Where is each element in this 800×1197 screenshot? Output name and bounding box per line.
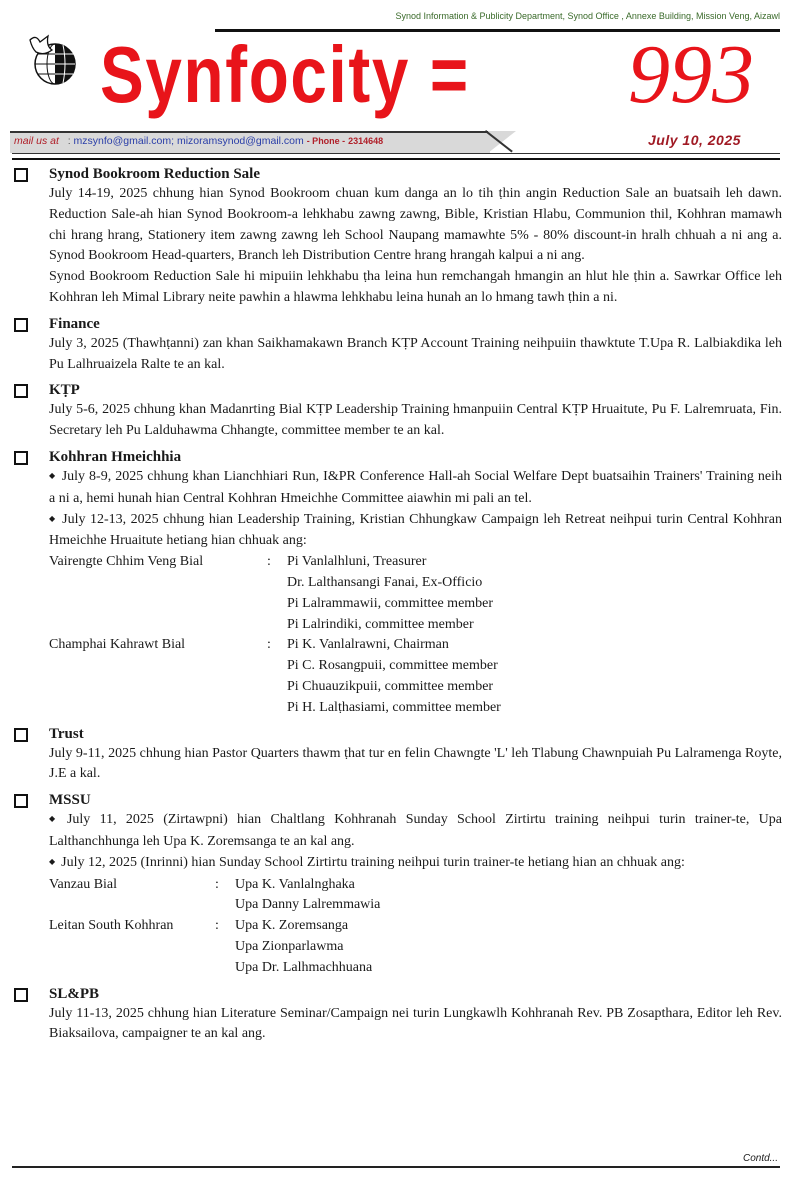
square-bullet-icon — [14, 168, 28, 182]
square-bullet-icon — [14, 451, 28, 465]
member-group — [49, 916, 782, 978]
member-name: Pi Vanlalhluni, Treasurer — [287, 554, 427, 570]
news-content — [12, 164, 782, 1050]
group-members — [287, 635, 501, 718]
member-group — [49, 552, 782, 635]
section-paragraph: July 9-11, 2025 chhung hian Pastor Quarters thawm ṭhat tur en felin Chawngte 'L' leh Tlabung Chawnpuiah Pu Lalramenga Royte, J.E a kal. — [49, 745, 782, 782]
group-colon: : — [267, 637, 271, 653]
group-label: Champhai Kahrawt Bial — [49, 637, 186, 653]
section-kohhran-hmeichhia — [12, 447, 782, 719]
group-colon: : — [215, 876, 219, 892]
section-title: Synod Bookroom Reduction Sale — [49, 166, 261, 182]
section-sl-pb — [12, 984, 782, 1046]
phone-label: - Phone - — [306, 136, 346, 146]
bullet-paragraph: ◆ July 12, 2025 (Inrinni) hian Sunday School Zirtirtu training neihpui turin trainer-te hetiang hian an chhuak ang: — [49, 853, 782, 875]
member-name: Pi Lalrindiki, committee member — [287, 616, 474, 632]
department-line: Synod Information & Publicity Department, Synod Office , Annexe Building, Mission Veng, Aizawl — [395, 11, 780, 21]
member-name: Upa Zionparlawma — [235, 938, 344, 954]
square-bullet-icon — [14, 794, 28, 808]
member-name: Pi Lalrammawii, committee member — [287, 595, 494, 611]
mail-label: mail us at — [14, 135, 59, 147]
member-name: Upa K. Zoremsanga — [235, 918, 349, 934]
member-name: Pi H. Lalṭhasiami, committee member — [287, 699, 501, 715]
member-name: Pi C. Rosangpuii, committee member — [287, 658, 498, 674]
group-colon: : — [267, 554, 271, 570]
section-title: Finance — [49, 315, 100, 332]
group-members — [235, 875, 380, 917]
bullet-paragraph: ◆ July 11, 2025 (Zirtawpni) hian Chaltlang Kohhranah Sunday School Zirtirtu training neihpui turin trainer-te, Upa Lalthanchhunga leh Upa K. Zoremsanga te an kal ang. — [49, 810, 782, 853]
member-name: Pi K. Vanlalrawni, Chairman — [287, 637, 449, 653]
issue-number: 993 — [628, 28, 754, 121]
dove-globe-logo-icon — [22, 30, 82, 90]
group-members — [235, 916, 372, 978]
section-title: Kohhran Hmeichhia — [49, 448, 182, 465]
group-label: Vairengte Chhim Veng Bial — [49, 554, 204, 570]
section-ktp — [12, 380, 782, 442]
section-title: Trust — [49, 725, 84, 742]
section-paragraph: July 3, 2025 (Thawhṭanni) zan khan Saikhamakawn Branch KṬP Account Training neihpuiin thawktute T.Upa R. Lalbiakdika leh Pu Lalhruaizela Ralte te an kal. — [49, 335, 782, 372]
issue-date: July 10, 2025 — [648, 132, 741, 148]
mail-colon: : — [67, 135, 71, 147]
footer-rule — [12, 1166, 780, 1168]
bullet-paragraph: ◆ July 12-13, 2025 chhung hian Leadership Training, Kristian Chhungkaw Campaign leh Retreat neihpui turin Central Kohhran Hmeichhe Hruaitute hetiang hian chhuak ang: — [49, 510, 782, 553]
header-rule-thick — [12, 158, 780, 160]
section-trust — [12, 724, 782, 786]
section-paragraph: July 11-13, 2025 chhung hian Literature Seminar/Campaign nei turin Lungkawlh Kohhranah Rev. PB Zosapthara, Editor leh Rev. Biaksailova, campaigner te an kal ang. — [49, 1005, 782, 1042]
square-bullet-icon — [14, 318, 28, 332]
square-bullet-icon — [14, 728, 28, 742]
bullet-paragraph: ◆ July 8-9, 2025 chhung khan Lianchhiari Run, I&PR Conference Hall-ah Social Welfare Dept buatsaihin Trainers' Training neih a ni a, hemi hunah hian Central Kohhran Hmeichhe Committee aiawhin mi pali an tel. — [49, 467, 782, 510]
continued-note: Contd... — [742, 1153, 778, 1164]
group-colon: : — [215, 918, 219, 934]
contact-line — [14, 135, 383, 147]
header-rule-thin — [12, 153, 780, 154]
member-group — [49, 635, 782, 718]
section-paragraph: July 14-19, 2025 chhung hian Synod Bookroom chuan kum danga an lo tih ṭhin angin Reduction Sale an buatsaih leh dawn. Reduction Sale-ah hian Synod Bookroom-a lehkhabu zawng zawng, Bible, Kristian Hlabu, Communion thil, Kohhran mamawh chi hrang hrang, Stationery item zawng zawng leh School Naupang mamawhte 5% - 80% discount-in hralh chhuah a ni ang a. Synod Bookroom Head-quarters, Branch leh Distribution Centre hrang hrangah kalpui a ni ang. — [49, 186, 782, 264]
email-addresses[interactable]: mzsynfo@gmail.com; mizoramsynod@gmail.com — [73, 135, 304, 147]
section-finance — [12, 314, 782, 376]
member-name: Upa Dr. Lalhmachhuana — [235, 959, 373, 975]
phone-number: 2314648 — [348, 136, 384, 146]
newsletter-title: Synfocity = — [100, 30, 470, 119]
square-bullet-icon — [14, 384, 28, 398]
member-group — [49, 875, 782, 917]
section-mssu — [12, 790, 782, 978]
section-title: KṬP — [49, 382, 80, 399]
section-synod-bookroom — [12, 164, 782, 309]
group-label: Leitan South Kohhran — [49, 918, 174, 934]
member-name: Dr. Lalthansangi Fanai, Ex-Officio — [287, 574, 483, 590]
section-title: MSSU — [49, 792, 91, 809]
member-name: Upa K. Vanlalnghaka — [235, 876, 355, 892]
member-name: Pi Chuauzikpuii, committee member — [287, 678, 494, 694]
member-list — [49, 875, 782, 979]
section-title: SL&PB — [49, 985, 100, 1002]
square-bullet-icon — [14, 988, 28, 1002]
section-paragraph: Synod Bookroom Reduction Sale hi mipuiin lehkhabu ṭha leina hun remchangah hmangin an hlut hle ṭhin a. Sawrkar Office leh Kohhran leh Mimal Library neite pawhin a hlawma lehkhabu leina hunah an lo hmang tawh ṭhin a ni. — [49, 269, 782, 305]
group-members — [287, 552, 493, 635]
group-label: Vanzau Bial — [49, 876, 118, 892]
member-name: Upa Danny Lalremmawia — [235, 897, 381, 913]
member-list — [49, 552, 782, 718]
section-paragraph: July 5-6, 2025 chhung khan Madanrting Bial KṬP Leadership Training hmanpuiin Central KṬP Hruaitute, Pu F. Lalremruata, Fin. Secretary leh Pu Lalduhawma Chhangte, committee member te an kal. — [49, 402, 782, 439]
